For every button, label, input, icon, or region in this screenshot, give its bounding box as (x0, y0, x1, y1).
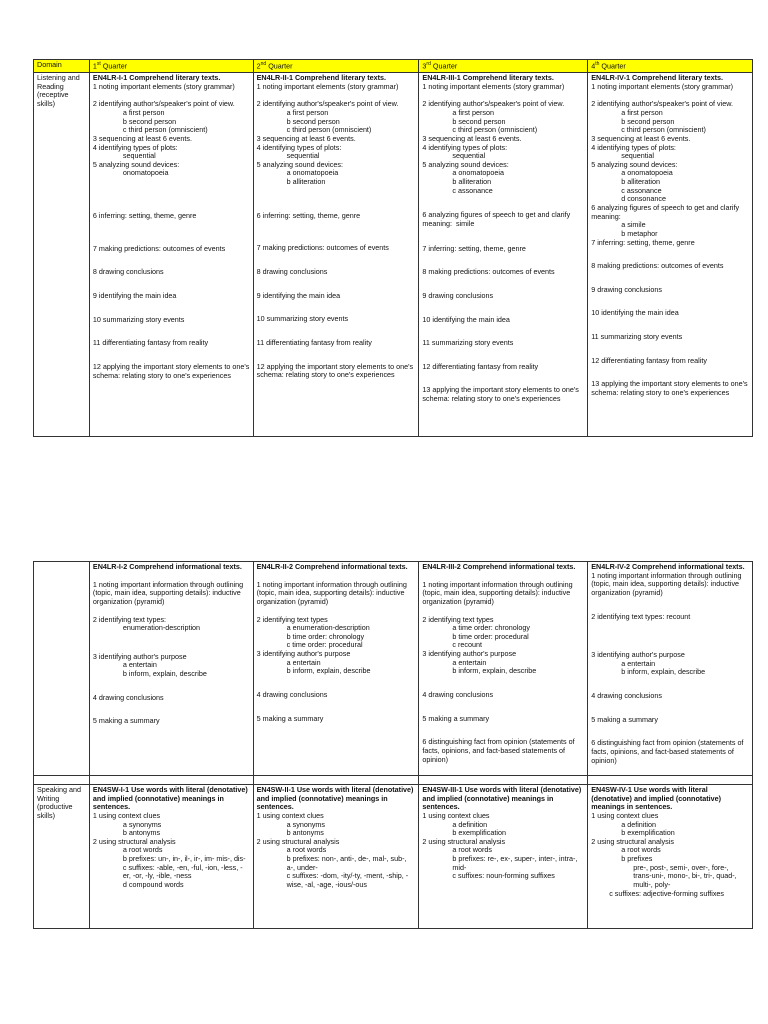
list-item: 13 applying the important story elements to one's schema: relating story to one's experiences (591, 379, 750, 398)
list-item: 8 drawing conclusions (256, 267, 328, 276)
list-item: a root words (122, 845, 163, 855)
header-q4: 4th Quarter (588, 60, 753, 73)
list-item: 4 identifying types of plots: (256, 142, 342, 152)
list-item: 4 drawing conclusions (256, 690, 328, 700)
list-item: 6 inferring: setting, theme, genre (92, 211, 197, 221)
list-item: 4 drawing conclusions (422, 690, 494, 700)
s3-q1-cell (89, 785, 253, 929)
list-item: b metaphor (621, 228, 658, 238)
list-item: b prefixes (621, 854, 653, 864)
list-item: 10 identifying the main idea (422, 314, 510, 324)
list-item: 8 making predictions: outcomes of events (591, 261, 724, 271)
list-item: 4 drawing conclusions (591, 691, 662, 701)
curriculum-table-1 (33, 59, 753, 437)
list-item: 8 drawing conclusions (92, 267, 164, 277)
list-item: 10 identifying the main idea (591, 308, 679, 318)
list-item: a onomatopoeia (452, 168, 504, 178)
list-item: a simile (621, 220, 646, 230)
list-item: 1 noting important information through outlining (topic, main idea, supporting details): inductive organization (pyramid) (92, 579, 246, 606)
list-item: 1 using context clues (92, 810, 161, 820)
list-item: a first person (286, 107, 329, 117)
list-item: c third person (omniscient) (122, 125, 208, 135)
list-item: a root words (286, 845, 327, 855)
list-item: 2 using structural analysis (591, 836, 674, 846)
list-item: b time order: chronology (286, 631, 365, 641)
list-item: sequential (122, 151, 156, 161)
spacer-row (34, 776, 753, 785)
list-item: 7 making predictions: outcomes of events (256, 243, 389, 253)
list-item: 4 drawing conclusions (92, 692, 164, 702)
list-item: 2 identifying text types: (92, 614, 167, 624)
list-item: 2 identifying author's/speaker's point of view. (92, 99, 235, 109)
list-item: a first person (621, 107, 663, 117)
list-item: c third person (omniscient) (621, 125, 706, 135)
list-item: a root words (452, 845, 492, 855)
list-item: b inform, explain, describe (122, 669, 207, 679)
list-item: 5 making a summary (92, 716, 160, 726)
list-item: 2 identifying text types (422, 614, 494, 624)
header-q1: 1st Quarter (89, 60, 253, 73)
list-item: c recount (452, 640, 482, 650)
list-item: 9 drawing conclusions (591, 284, 662, 294)
s2-q4-cell (588, 562, 753, 776)
s3-q4-cell (588, 785, 753, 929)
list-item: 4 identifying types of plots: (591, 142, 676, 152)
list-item: c third person (omniscient) (286, 125, 372, 135)
list-item: 2 using structural analysis (422, 836, 506, 846)
list-item: 11 differentiating fantasy from reality (256, 337, 372, 347)
list-item: enumeration-description (122, 623, 201, 633)
list-item: a entertain (452, 657, 487, 667)
list-item: c suffixes: adjective-forming suffixes (609, 888, 725, 898)
list-item: 5 making a summary (591, 714, 658, 724)
list-item: b antonyms (122, 828, 161, 838)
list-item: b exemplification (621, 828, 675, 838)
list-item: 12 differentiating fantasy from reality (422, 361, 539, 371)
list-item: 5 making a summary (422, 713, 490, 723)
list-item: 13 applying the important story elements to one's schema: relating story to one's experiences (422, 385, 581, 404)
competency-code: EN4SW-II-1 Use words with literal (denotative) and implied (connotative) meanings in sentences. (256, 785, 414, 812)
header-domain: Domain (34, 60, 90, 73)
list-item: a time order: chronology (452, 623, 530, 633)
list-item: c suffixes: noun-forming suffixes (452, 871, 555, 881)
competency-code: EN4SW-IV-1 Use words with literal (denotative) and implied (connotative) meanings in sentences. (591, 785, 722, 812)
list-item: b alliteration (286, 177, 326, 187)
list-item: sequential (621, 151, 654, 161)
list-item: 2 identifying author's/speaker's point of view. (256, 99, 399, 109)
competency-code: EN4SW-I-1 Use words with literal (denotative) and implied (connotative) meanings in sentences. (92, 785, 248, 812)
list-item: a definition (621, 819, 656, 829)
list-item: 5 analyzing sound devices: (591, 159, 678, 169)
list-item: 1 noting important elements (story grammar) (591, 81, 734, 91)
list-item: b second person (621, 116, 675, 126)
list-item: 2 identifying author's/speaker's point of view. (591, 99, 734, 109)
list-item: 5 analyzing sound devices: (422, 159, 509, 169)
list-item: a onomatopoeia (286, 168, 339, 178)
s1-q1-cell (89, 73, 253, 437)
list-item: a entertain (621, 658, 656, 668)
list-item: 3 sequencing at least 6 events. (591, 133, 691, 143)
list-item: 1 noting important elements (story grammar) (256, 81, 399, 91)
list-item: 12 applying the important story elements to one's schema: relating story to one's experiences (256, 361, 416, 380)
competency-code: EN4SW-III-1 Use words with literal (denotative) and implied (connotative) meanings in sentences. (422, 785, 582, 812)
s1-q3-cell (419, 73, 588, 437)
list-item: b inform, explain, describe (621, 667, 706, 677)
list-item: 11 summarizing story events (591, 332, 683, 342)
list-item: 2 using structural analysis (256, 836, 340, 846)
s1-q4-cell (588, 73, 753, 437)
list-item: 3 sequencing at least 6 events. (256, 133, 356, 143)
competency-code: EN4LR-III-2 Comprehend informational texts. (422, 562, 576, 571)
list-item: 3 sequencing at least 6 events. (422, 133, 522, 143)
competency-code: EN4LR-III-1 Comprehend literary texts. (422, 73, 554, 83)
list-item: 1 using context clues (256, 810, 324, 820)
list-item: c assonance (621, 185, 662, 195)
list-item: 8 making predictions: outcomes of events (422, 267, 555, 277)
list-item: 5 analyzing sound devices: (256, 159, 343, 169)
list-item: b alliteration (621, 177, 660, 187)
s3-q3-cell (419, 785, 588, 929)
list-item: 4 identifying types of plots: (422, 142, 508, 152)
list-item: 1 noting important elements (story grammar) (422, 81, 565, 91)
list-item: 5 making a summary (256, 713, 324, 723)
list-item: 7 inferring: setting, theme, genre (591, 237, 695, 247)
list-item: 11 differentiating fantasy from reality (92, 338, 209, 348)
list-item: c suffixes: -able, -en, -ful, -ion, -less, -er, -or, -ly, -ible, -ness (122, 862, 243, 881)
list-item: b inform, explain, describe (452, 666, 537, 676)
list-item: 12 differentiating fantasy from reality (591, 355, 707, 365)
list-item: b time order: procedural (452, 631, 529, 641)
speaking-row (34, 785, 753, 929)
list-item: 2 identifying author's/speaker's point of view. (422, 99, 565, 109)
list-item: sequential (286, 151, 320, 161)
competency-code: EN4LR-I-1 Comprehend literary texts. (92, 73, 221, 83)
list-item: b second person (452, 116, 506, 126)
domain-cell-empty (34, 562, 90, 776)
list-item: 3 identifying author's purpose (256, 649, 351, 659)
list-item: b inform, explain, describe (286, 666, 371, 676)
s1-q2-cell (253, 73, 419, 437)
list-item: 3 sequencing at least 6 events. (92, 133, 193, 143)
literary-row (34, 73, 753, 437)
list-item: 6 analyzing figures of speech to get and clarify meaning: simile (422, 210, 573, 228)
list-item: a onomatopoeia (621, 168, 673, 178)
s2-q2-cell (253, 562, 419, 776)
list-item: a entertain (286, 657, 321, 667)
list-item: b prefixes: un-, in-, il-, ir-, im- mis-, dis- (122, 854, 246, 864)
domain-cell: Listening and Reading (receptive skills) (34, 73, 90, 437)
list-item: 1 noting important information through outlining (topic, main idea, supporting details): inductive organization (pyramid) (422, 579, 575, 606)
competency-code: EN4LR-IV-1 Comprehend literary texts. (591, 73, 724, 83)
list-item: b prefixes: re-, ex-, super-, inter-, intra-, mid- (452, 854, 580, 872)
list-item: 1 noting important information through outlining (topic, main idea, supporting details): inductive organization (pyramid) (591, 570, 744, 597)
list-item: pre-, post-, semi-, over-, fore-, trans-uni-, mono-, bi-, tri-, quad-, multi-, poly- (633, 862, 739, 890)
list-item: 3 identifying author's purpose (92, 651, 187, 661)
list-item: 10 summarizing story events (256, 314, 349, 324)
s3-q2-cell (253, 785, 419, 929)
list-item: 9 drawing conclusions (422, 290, 494, 300)
list-item: 2 using structural analysis (92, 836, 176, 846)
list-item: 1 noting important information through outlining (topic, main idea, supporting details): inductive organization (pyramid) (256, 579, 409, 606)
list-item: 1 using context clues (422, 810, 490, 820)
list-item: d compound words (122, 880, 184, 890)
competency-code: EN4LR-IV-2 Comprehend informational texts. (591, 562, 745, 571)
list-item: 3 identifying author's purpose (422, 649, 517, 659)
list-item: 1 using context clues (591, 810, 659, 820)
competency-code: EN4LR-II-2 Comprehend informational texts. (256, 562, 408, 571)
list-item: c time order: procedural (286, 640, 363, 650)
informational-row (34, 562, 753, 776)
list-item: 5 analyzing sound devices: (92, 159, 180, 169)
list-item: d consonance (621, 194, 666, 204)
list-item: a entertain (122, 660, 157, 670)
list-item: 12 applying the important story elements to one's schema: relating story to one's experiences (92, 361, 252, 380)
list-item: b alliteration (452, 177, 492, 187)
list-item: 7 inferring: setting, theme, genre (422, 243, 526, 253)
list-item: a root words (621, 845, 661, 855)
curriculum-table-2 (33, 561, 753, 929)
list-item: a synonyms (122, 819, 162, 829)
list-item: c suffixes: -dom, -ity/-ty, -ment, -ship, -wise, -al, -age, -ious/-ous (286, 871, 409, 890)
list-item: b prefixes: non-, anti-, de-, mal-, sub-, a-, under- (286, 854, 409, 872)
list-item: a definition (452, 819, 488, 829)
list-item: b antonyms (286, 828, 324, 838)
list-item: onomatopoeia (122, 168, 169, 178)
list-item: sequential (452, 151, 486, 161)
list-item: a synonyms (286, 819, 325, 829)
list-item: c third person (omniscient) (452, 125, 538, 135)
list-item: c assonance (452, 185, 493, 195)
list-item: 6 inferring: setting, theme, genre (256, 210, 361, 220)
header-q3: 3rd Quarter (419, 60, 588, 73)
competency-code: EN4LR-II-1 Comprehend literary texts. (256, 73, 387, 83)
list-item: 2 identifying text types: recount (591, 611, 691, 621)
list-item: 6 analyzing figures of speech to get and clarify meaning: (591, 203, 742, 221)
list-item: 6 distinguishing fact from opinion (statements of facts, opinions, and fact-based statements of opinion) (591, 738, 746, 765)
list-item: a enumeration-description (286, 623, 370, 633)
header-q2: 2nd Quarter (253, 60, 419, 73)
list-item: b exemplification (452, 828, 506, 838)
list-item: 11 summarizing story events (422, 338, 514, 348)
list-item: b second person (286, 116, 340, 126)
s2-q1-cell (89, 562, 253, 776)
list-item: 9 identifying the main idea (256, 290, 341, 300)
domain-cell: Speaking and Writing (productive skills) (34, 785, 90, 929)
list-item: 4 identifying types of plots: (92, 142, 178, 152)
list-item: 10 summarizing story events (92, 314, 185, 324)
list-item: 1 noting important elements (story grammar) (92, 81, 235, 91)
header-row (34, 60, 753, 73)
list-item: a first person (452, 107, 494, 117)
list-item: 3 identifying author's purpose (591, 650, 685, 660)
list-item: b second person (122, 116, 177, 126)
list-item: 2 identifying text types (256, 614, 328, 624)
competency-code: EN4LR-I-2 Comprehend informational texts. (92, 562, 242, 571)
list-item: 7 making predictions: outcomes of events (92, 243, 226, 253)
list-item: a first person (122, 107, 165, 117)
list-item: 9 identifying the main idea (92, 291, 177, 300)
list-item: 6 distinguishing fact from opinion (statements of facts, opinions, and fact-based statements of opinion) (422, 737, 577, 764)
s2-q3-cell (419, 562, 588, 776)
